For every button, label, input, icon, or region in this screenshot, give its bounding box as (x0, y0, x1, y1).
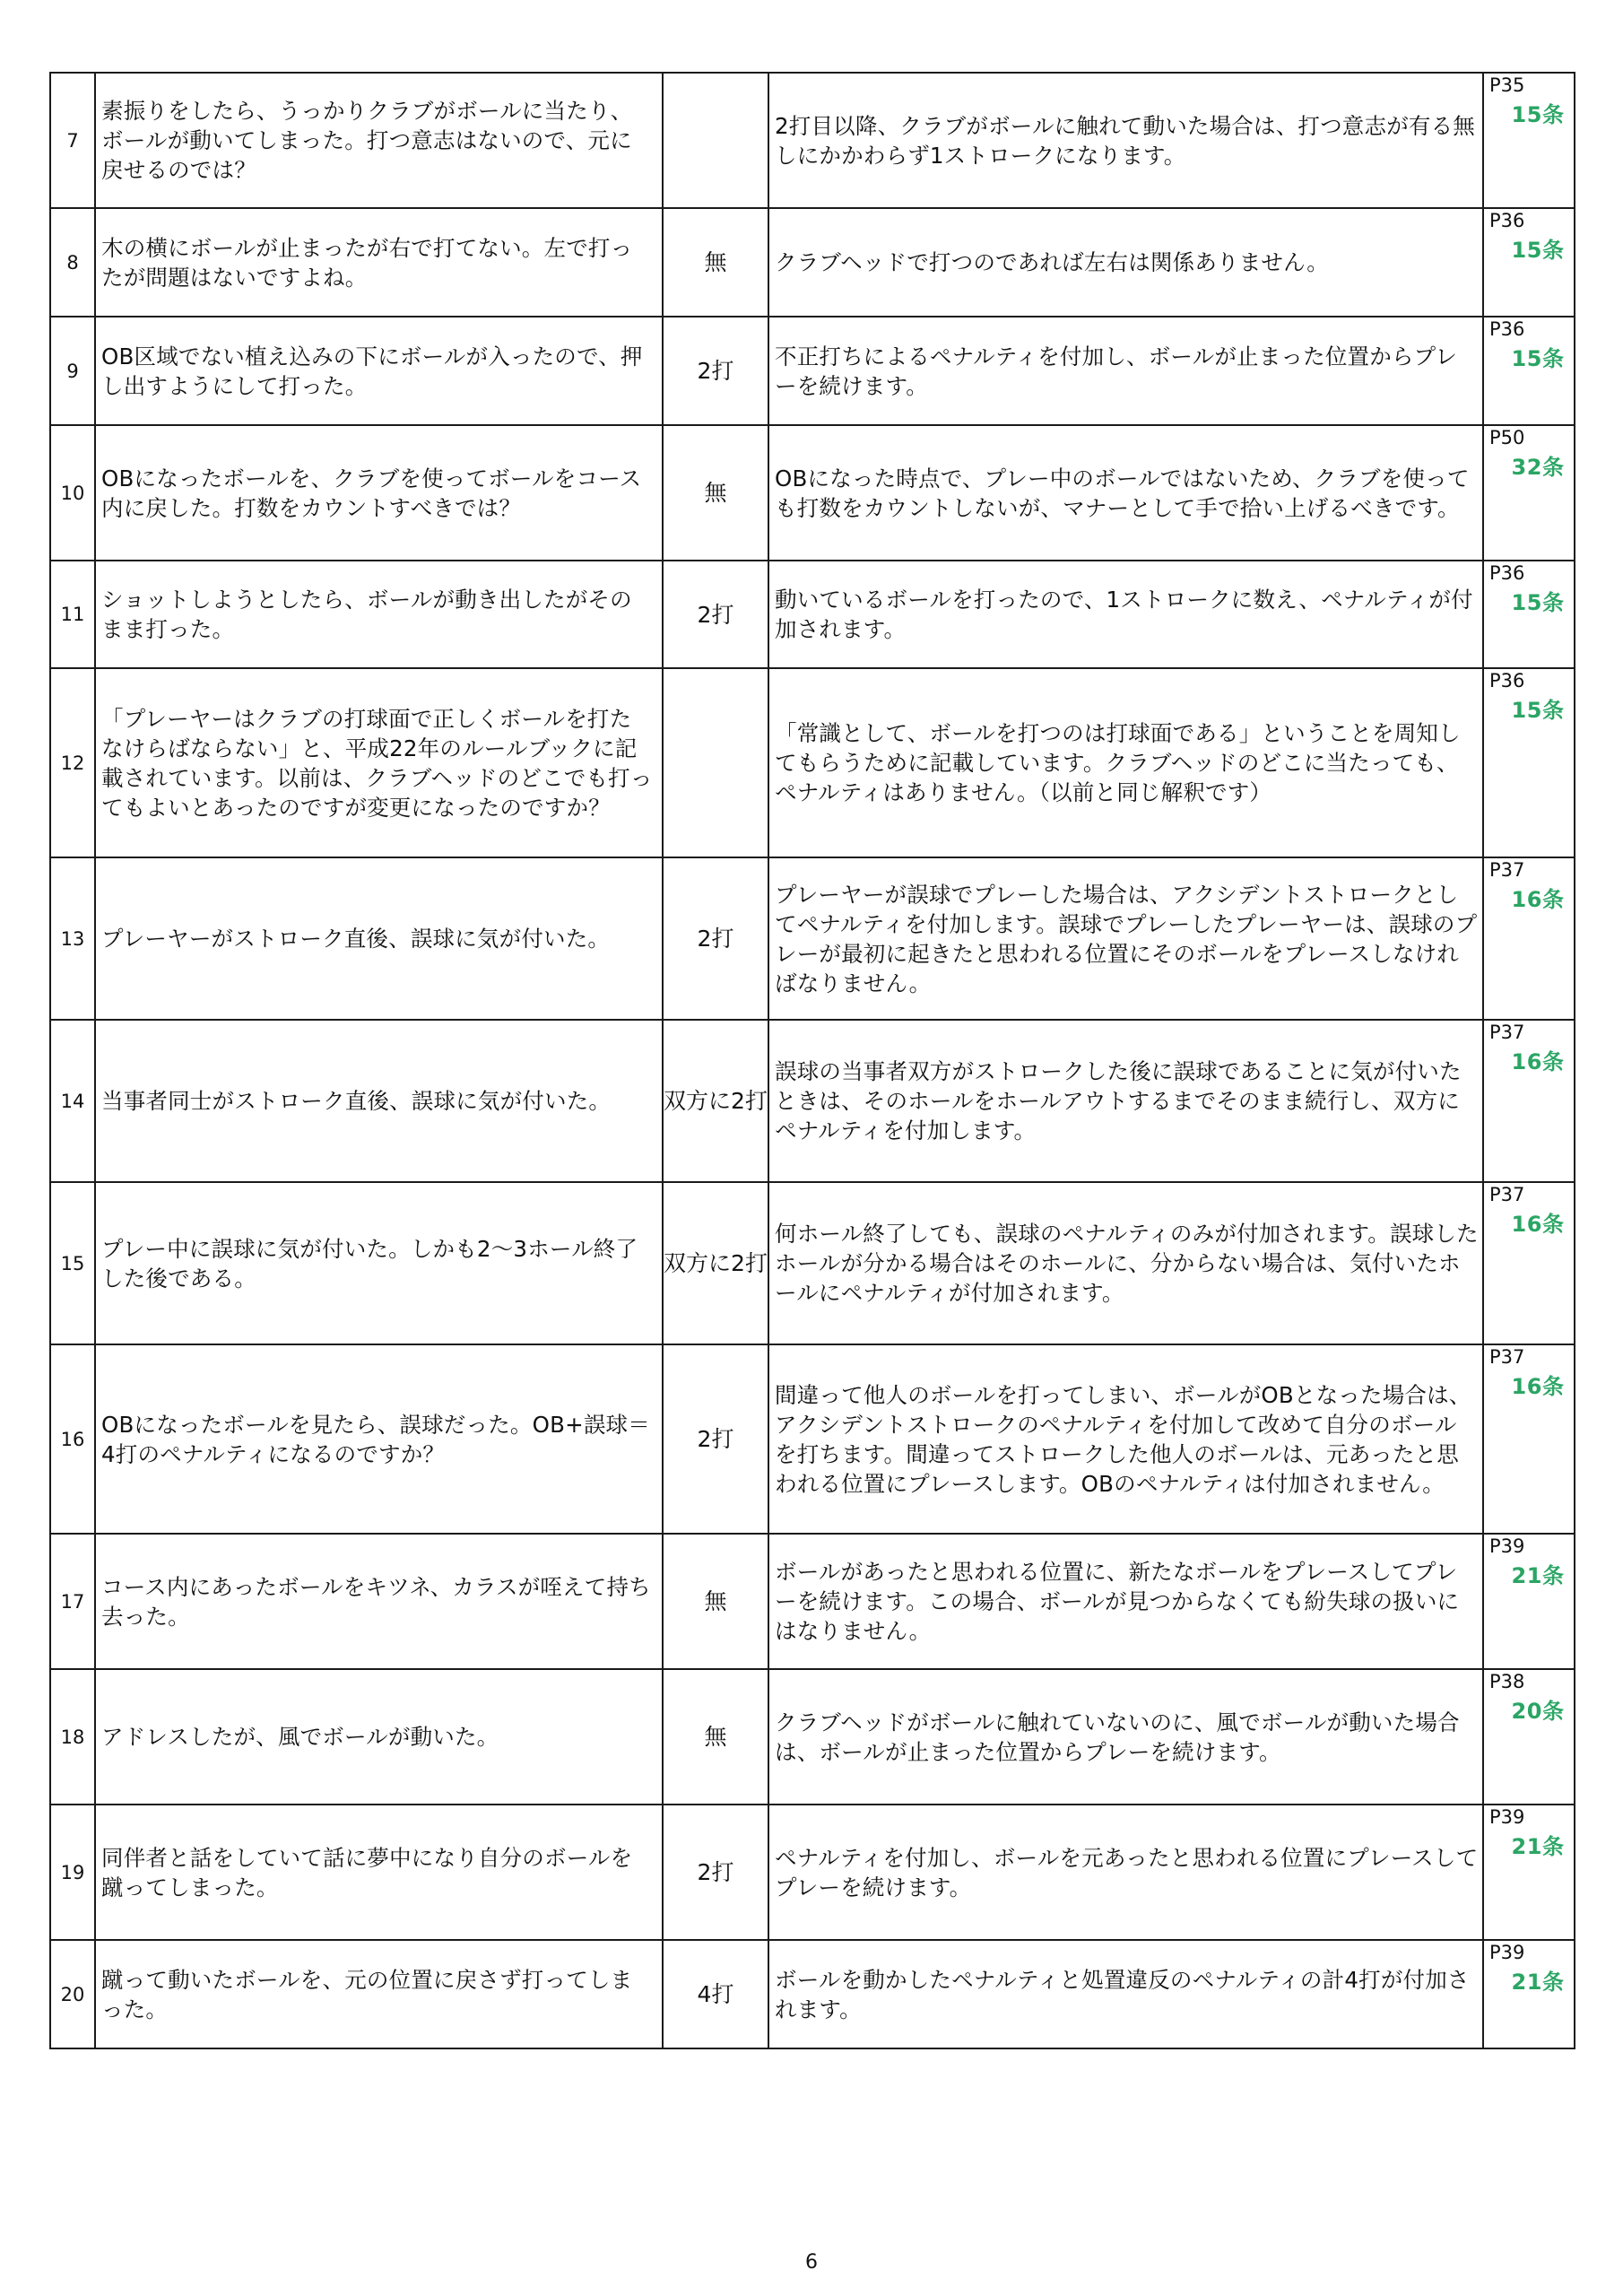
answer-cell (768, 73, 1483, 208)
reference-cell (1483, 1805, 1575, 1940)
penalty-text: 2打 (697, 1859, 734, 1885)
reference-cell (1483, 1940, 1575, 2048)
question-cell (95, 1805, 663, 1940)
answer-cell (768, 1534, 1483, 1669)
row-number: 17 (50, 1534, 95, 1669)
answer-cell (768, 561, 1483, 668)
table-row (50, 1534, 1575, 1669)
rule-reference: 15条 (1511, 346, 1565, 371)
reference-cell (1483, 857, 1575, 1020)
penalty-text: 2打 (697, 601, 734, 628)
question-text: ショットしようとしたら、ボールが動き出したがそのまま打った。 (101, 587, 632, 642)
table-row (50, 1182, 1575, 1344)
rule-reference: 21条 (1511, 1970, 1565, 1995)
question-cell (95, 1940, 663, 2048)
rule-reference: 16条 (1511, 887, 1565, 912)
answer-cell (768, 317, 1483, 425)
reference-cell (1483, 1182, 1575, 1344)
penalty-cell (663, 1020, 768, 1182)
table-row (50, 1805, 1575, 1940)
page-reference: P38 (1489, 1671, 1525, 1692)
page-reference: P37 (1489, 1022, 1525, 1043)
penalty-cell (663, 1805, 768, 1940)
page-number: 6 (805, 2251, 818, 2274)
page-reference: P35 (1489, 74, 1525, 96)
penalty-cell (663, 1669, 768, 1805)
table-row (50, 561, 1575, 668)
row-number: 12 (50, 668, 95, 857)
page-reference: P37 (1489, 1346, 1525, 1368)
answer-text: クラブヘッドがボールに触れていないのに、風でボールが動いた場合は、ボールが止まった位置からプレーを続けます。 (775, 1709, 1460, 1765)
row-number: 10 (50, 425, 95, 561)
penalty-text: 4打 (697, 1981, 734, 2007)
reference-cell (1483, 1669, 1575, 1805)
table-row (50, 1344, 1575, 1534)
row-number: 8 (50, 208, 95, 317)
penalty-text: 無 (704, 480, 727, 506)
answer-cell (768, 425, 1483, 561)
page-reference: P36 (1489, 318, 1525, 340)
question-text: 素振りをしたら、うっかりクラブがボールに当たり、ボールが動いてしまった。打つ意志はないので、元に戻せるのでは？ (101, 98, 633, 183)
rule-reference: 32条 (1511, 455, 1565, 480)
page-reference: P36 (1489, 670, 1525, 691)
rule-reference: 16条 (1511, 1212, 1565, 1237)
page-reference: P50 (1489, 427, 1525, 448)
penalty-cell (663, 1182, 768, 1344)
table-row (50, 1669, 1575, 1805)
reference-cell (1483, 317, 1575, 425)
penalty-cell (663, 1940, 768, 2048)
penalty-text: 2打 (697, 358, 734, 384)
question-text: プレー中に誤球に気が付いた。しかも2～3ホール終了した後である。 (101, 1235, 638, 1292)
answer-cell (768, 208, 1483, 317)
question-cell (95, 857, 663, 1020)
answer-text: 誤球の当事者双方がストロークした後に誤球であることに気が付いたときは、そのホールをホールアウトするまでそのまま続行し、双方にペナルティを付加します。 (775, 1058, 1462, 1144)
reference-cell (1483, 208, 1575, 317)
question-cell (95, 73, 663, 208)
answer-cell (768, 1805, 1483, 1940)
row-number: 16 (50, 1344, 95, 1534)
answer-cell (768, 1020, 1483, 1182)
page-reference: P39 (1489, 1535, 1525, 1557)
question-text: OB区域でない植え込みの下にボールが入ったので、押し出すようにして打った。 (101, 343, 643, 399)
penalty-cell (663, 317, 768, 425)
penalty-cell (663, 208, 768, 317)
penalty-text: 双方に2打 (664, 1250, 768, 1276)
reference-cell (1483, 1534, 1575, 1669)
qa-table (49, 72, 1575, 2049)
question-cell (95, 1344, 663, 1534)
question-cell (95, 208, 663, 317)
question-cell (95, 317, 663, 425)
table-row (50, 317, 1575, 425)
penalty-cell (663, 73, 768, 208)
reference-cell (1483, 668, 1575, 857)
answer-text: OBになった時点で、プレー中のボールではないため、クラブを使っても打数をカウントしないが、マナーとして手で拾い上げるべきです。 (775, 465, 1470, 521)
row-number: 9 (50, 317, 95, 425)
answer-text: 動いているボールを打ったので、1ストロークに数え、ペナルティが付加されます。 (775, 587, 1473, 642)
answer-text: 不正打ちによるペナルティを付加し、ボールが止まった位置からプレーを続けます。 (775, 343, 1458, 399)
question-text: 「プレーヤーはクラブの打球面で正しくボールを打たなけらばならない」と、平成22年のルールブックに記載されています。以前は、クラブヘッドのどこでも打ってもよいとあったのですが変更になったのですか？ (101, 705, 653, 821)
question-cell (95, 668, 663, 857)
penalty-cell (663, 425, 768, 561)
question-text: 当事者同士がストローク直後、誤球に気が付いた。 (101, 1088, 612, 1114)
reference-cell (1483, 73, 1575, 208)
question-text: 蹴って動いたボールを、元の位置に戻さず打ってしまった。 (101, 1966, 633, 2022)
row-number: 13 (50, 857, 95, 1020)
question-text: コース内にあったボールをキツネ、カラスが咥えて持ち去った。 (101, 1573, 651, 1630)
row-number: 7 (50, 73, 95, 208)
penalty-cell (663, 1534, 768, 1669)
page-reference: P39 (1489, 1942, 1525, 1963)
row-number: 20 (50, 1940, 95, 2048)
penalty-text: 2打 (697, 926, 734, 952)
question-cell (95, 425, 663, 561)
rule-reference: 15条 (1511, 698, 1565, 723)
question-text: プレーヤーがストローク直後、誤球に気が付いた。 (101, 926, 611, 952)
page-reference: P36 (1489, 210, 1525, 231)
reference-cell (1483, 1344, 1575, 1534)
table-row (50, 208, 1575, 317)
table-row (50, 425, 1575, 561)
question-text: 同伴者と話をしていて話に夢中になり自分のボールを蹴ってしまった。 (101, 1844, 633, 1900)
answer-text: ペナルティを付加し、ボールを元あったと思われる位置にプレースしてプレーを続けます。 (775, 1844, 1479, 1900)
penalty-cell (663, 857, 768, 1020)
rule-reference: 15条 (1511, 238, 1565, 263)
question-text: OBになったボールを、クラブを使ってボールをコース内に戻した。打数をカウントすべきでは？ (101, 465, 642, 521)
answer-cell (768, 1344, 1483, 1534)
answer-text: 何ホール終了しても、誤球のペナルティのみが付加されます。誤球したホールが分かる場合はそのホールに、分からない場合は、気付いたホールにペナルティが付加されます。 (775, 1221, 1479, 1306)
rule-reference: 21条 (1511, 1563, 1565, 1588)
answer-text: プレーヤーが誤球でプレーした場合は、アクシデントストロークとしてペナルティを付加します。誤球でプレーしたプレーヤーは、誤球のプレーが最初に起きたと思われる位置にそのボールをプレースしなければなりません。 (775, 881, 1478, 996)
answer-text: 間違って他人のボールを打ってしまい、ボールがOBとなった場合は、アクシデントストロークのペナルティを付加して改めて自分のボールを打ちます。間違ってストロークした他人のボールは、元あったと思われる位置にプレースします。OBのペナルティは付加されません。 (775, 1381, 1471, 1497)
answer-text: ボールを動かしたペナルティと処置違反のペナルティの計4打が付加されます。 (775, 1966, 1470, 2022)
rule-reference: 20条 (1511, 1699, 1565, 1724)
answer-cell (768, 668, 1483, 857)
question-cell (95, 561, 663, 668)
rule-reference: 16条 (1511, 1049, 1565, 1074)
page-reference: P36 (1489, 562, 1525, 584)
penalty-text: 2打 (697, 1426, 734, 1452)
answer-text: ボールがあったと思われる位置に、新たなボールをプレースしてプレーを続けます。この場合、ボールが見つからなくても紛失球の扱いにはなりません。 (775, 1559, 1460, 1644)
page-reference: P39 (1489, 1806, 1525, 1828)
answer-text: クラブヘッドで打つのであれば左右は関係ありません。 (775, 249, 1329, 275)
question-text: OBになったボールを見たら、誤球だった。OB+誤球＝4打のペナルティになるのですか？ (101, 1411, 650, 1467)
question-cell (95, 1020, 663, 1182)
answer-cell (768, 1182, 1483, 1344)
page-reference: P37 (1489, 1184, 1525, 1205)
penalty-cell (663, 1344, 768, 1534)
table-row (50, 73, 1575, 208)
row-number: 11 (50, 561, 95, 668)
table-row (50, 1020, 1575, 1182)
row-number: 19 (50, 1805, 95, 1940)
qa-table-body (50, 73, 1575, 2048)
row-number: 14 (50, 1020, 95, 1182)
rule-reference: 16条 (1511, 1374, 1565, 1399)
table-row (50, 668, 1575, 857)
answer-cell (768, 1940, 1483, 2048)
penalty-text: 双方に2打 (664, 1088, 768, 1114)
question-cell (95, 1669, 663, 1805)
reference-cell (1483, 561, 1575, 668)
table-row (50, 857, 1575, 1020)
penalty-text: 無 (704, 1724, 727, 1750)
reference-cell (1483, 1020, 1575, 1182)
answer-text: 2打目以降、クラブがボールに触れて動いた場合は、打つ意志が有る無しにかかわらず1ストロークになります。 (775, 112, 1475, 169)
question-cell (95, 1182, 663, 1344)
rule-reference: 15条 (1511, 102, 1565, 127)
answer-cell (768, 857, 1483, 1020)
page-reference: P37 (1489, 859, 1525, 881)
rule-reference: 15条 (1511, 590, 1565, 615)
question-text: アドレスしたが、風でボールが動いた。 (101, 1724, 499, 1750)
answer-text: 「常識として、ボールを打つのは打球面である」ということを周知してもらうために記載しています。クラブヘッドのどこに当たっても、ペナルティはありません。（以前と同じ解釈です） (775, 720, 1461, 805)
row-number: 15 (50, 1182, 95, 1344)
penalty-cell (663, 668, 768, 857)
answer-cell (768, 1669, 1483, 1805)
reference-cell (1483, 425, 1575, 561)
question-cell (95, 1534, 663, 1669)
penalty-text: 無 (704, 1588, 727, 1614)
rule-reference: 21条 (1511, 1834, 1565, 1859)
question-text: 木の横にボールが止まったが右で打てない。左で打ったが問題はないですよね。 (101, 234, 633, 291)
penalty-cell (663, 561, 768, 668)
row-number: 18 (50, 1669, 95, 1805)
penalty-text: 無 (704, 249, 727, 275)
table-row (50, 1940, 1575, 2048)
